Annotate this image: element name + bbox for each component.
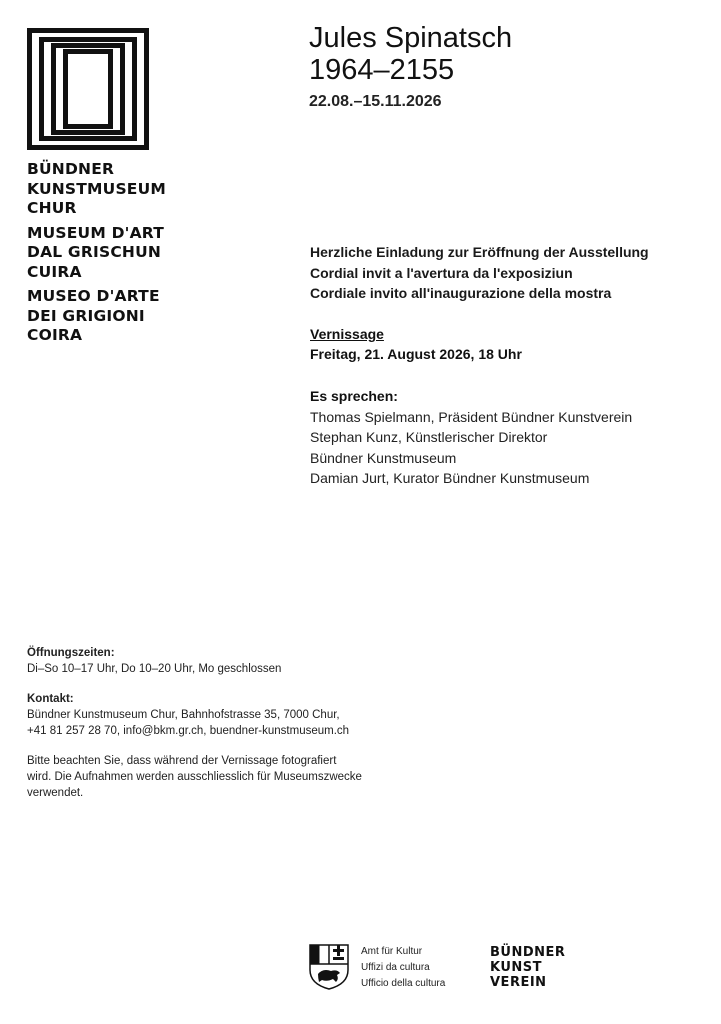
museum-name-italian xyxy=(27,287,227,346)
museum-name-line: BÜNDNER xyxy=(27,160,115,178)
museum-name-line: CUIRA xyxy=(27,262,82,281)
contact-line: Bündner Kunstmuseum Chur, Bahnhofstrasse 35, 7000 Chur, xyxy=(27,709,340,721)
kunstverein-line: VEREIN xyxy=(490,975,547,990)
amt-line: Uffizi da cultura xyxy=(361,962,430,973)
visitor-info xyxy=(27,645,447,815)
museum-name-line: MUSEO D'ARTE xyxy=(27,287,160,305)
speaker-line: Damian Jurt, Kurator Bündner Kunstmuseum xyxy=(310,470,590,486)
museum-name-line: MUSEUM D'ART xyxy=(27,223,164,242)
invitation-line: Cordial invit a l'avertura da l'exposiziun xyxy=(310,264,573,281)
museum-name-romansh xyxy=(27,224,227,283)
museum-name-german xyxy=(27,160,227,219)
notice-line: wird. Die Aufnahmen werden ausschliesslich für Museumszwecke xyxy=(27,771,362,783)
opening-hours xyxy=(27,645,447,677)
artist-name: Jules Spinatsch xyxy=(309,22,513,54)
speaker-line: Stephan Kunz, Künstlerischer Direktor xyxy=(310,429,548,445)
exhibition-title xyxy=(309,22,512,112)
notice-line: Bitte beachten Sie, dass während der Vernissage fotografiert xyxy=(27,755,337,767)
exhibition-dates: 22.08.–15.11.2026 xyxy=(309,93,442,110)
opening-hours-label: Öffnungszeiten: xyxy=(27,647,115,659)
graubuenden-coat-of-arms-icon xyxy=(309,944,349,990)
kunstverein-logo xyxy=(490,945,565,990)
vernissage-section xyxy=(310,324,522,364)
opening-hours-text: Di–So 10–17 Uhr, Do 10–20 Uhr, Mo geschlossen xyxy=(27,663,282,675)
kunstverein-line: BÜNDNER xyxy=(490,945,566,960)
speaker-line: Bündner Kunstmuseum xyxy=(310,449,457,466)
vernissage-date: Freitag, 21. August 2026, 18 Uhr xyxy=(310,346,522,362)
museum-name-line: COIRA xyxy=(27,326,83,344)
nested-squares-logo-icon xyxy=(27,28,149,150)
contact-label: Kontakt: xyxy=(27,693,74,705)
speaker-line: Thomas Spielmann, Präsident Bündner Kunstverein xyxy=(310,408,633,425)
amt-line: Ufficio della cultura xyxy=(361,978,446,989)
invitation-text xyxy=(310,242,649,304)
speakers-section xyxy=(310,386,632,489)
museum-name-line: DAL GRISCHUN xyxy=(27,243,162,261)
vernissage-heading: Vernissage xyxy=(310,326,384,342)
amt-fuer-kultur xyxy=(361,944,445,992)
notice-line: verwendet. xyxy=(27,787,84,799)
amt-line: Amt für Kultur xyxy=(361,946,423,957)
invitation-line: Herzliche Einladung zur Eröffnung der Ausstellung xyxy=(310,244,649,260)
contact-line: +41 81 257 28 70, info@bkm.gr.ch, buendner-kunstmuseum.ch xyxy=(27,725,350,737)
photo-notice xyxy=(27,753,447,801)
speakers-heading: Es sprechen: xyxy=(310,388,398,404)
museum-name-line: KUNSTMUSEUM xyxy=(27,179,167,198)
museum-name-line: DEI GRIGIONI xyxy=(27,306,145,325)
artist-years: 1964–2155 xyxy=(309,54,455,86)
museum-logo xyxy=(27,28,149,150)
invitation-line: Cordiale invito all'inaugurazione della mostra xyxy=(310,285,612,301)
kunstverein-line: KUNST xyxy=(490,960,543,975)
museum-name-line: CHUR xyxy=(27,199,77,217)
museum-names xyxy=(27,160,227,351)
contact xyxy=(27,691,447,739)
